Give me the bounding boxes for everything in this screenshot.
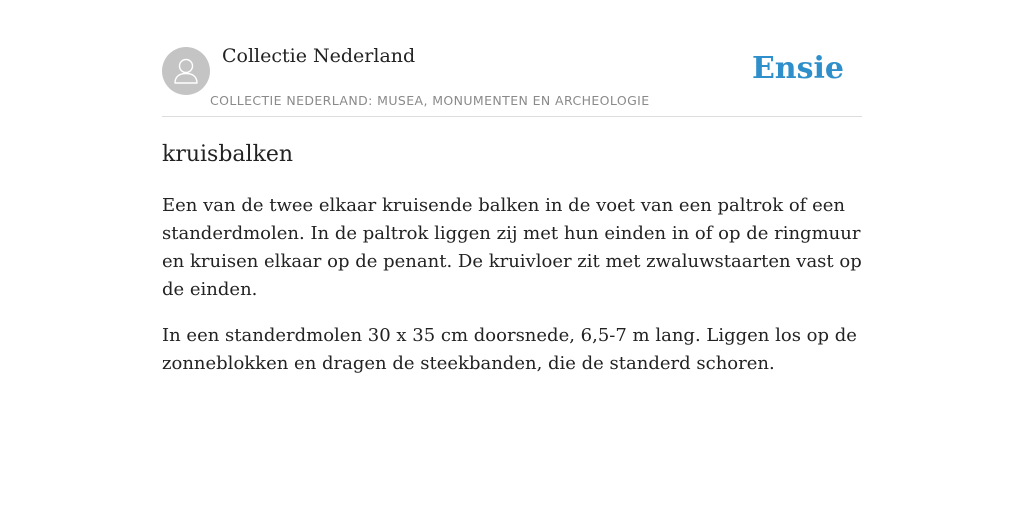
- definition-paragraph: Een van de twee elkaar kruisende balken in de voet van een paltrok of een standerdmolen. In de paltrok liggen zij met hun einden in of op de ringmuur en kruisen elkaar op de penant. De kruivloer zit met zwaluwstaarten vast op de einden.: [162, 195, 862, 300]
- header: [162, 0, 862, 117]
- definition-term: kruisbalken: [162, 142, 294, 167]
- ensie-logo[interactable]: Ensie: [751, 51, 844, 86]
- source-label[interactable]: COLLECTIE NEDERLAND: MUSEA, MONUMENTEN EN ARCHEOLOGIE: [210, 93, 650, 108]
- user-icon: [162, 47, 210, 95]
- definition-paragraph: In een standerdmolen 30 x 35 cm doorsnede, 6,5-7 m lang. Liggen los op de zonneblokken en dragen de steekbanden, die de standerd schoren.: [162, 325, 857, 374]
- author-name[interactable]: Collectie Nederland: [222, 45, 416, 67]
- avatar[interactable]: [162, 47, 210, 95]
- definition-content: [162, 140, 862, 378]
